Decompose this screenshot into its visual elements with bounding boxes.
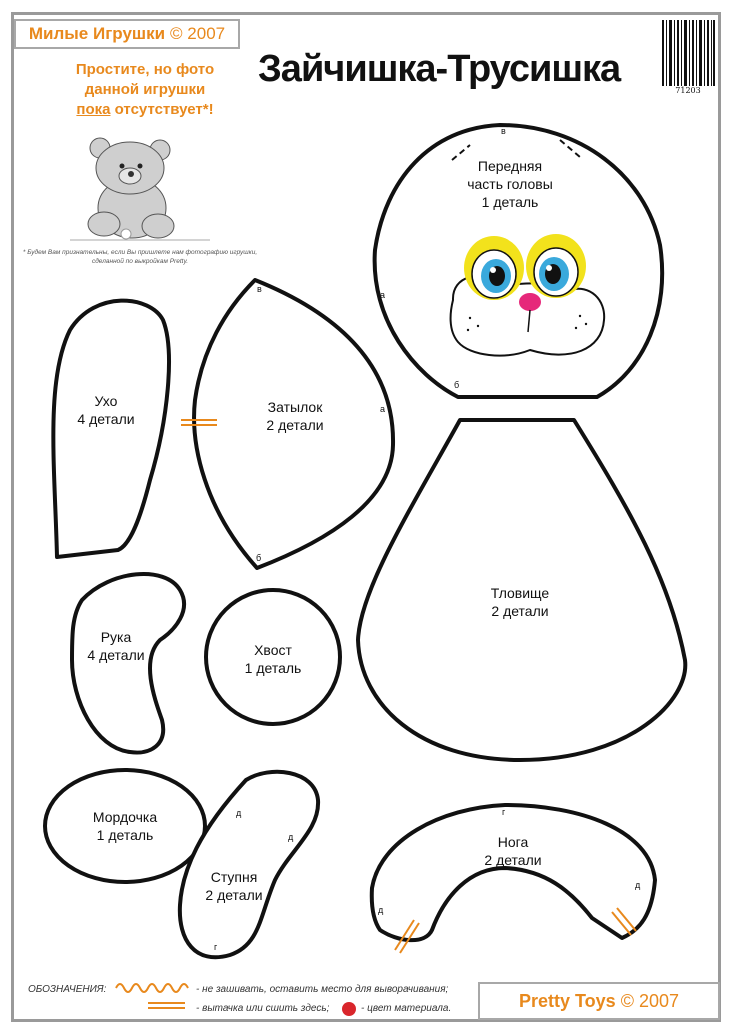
sole-count: 2 детали bbox=[205, 887, 263, 903]
arm-label bbox=[66, 628, 166, 664]
page-title: Зайчишка-Трусишка bbox=[258, 48, 621, 90]
ear-name: Ухо bbox=[94, 393, 118, 409]
tail-label bbox=[223, 641, 323, 677]
ear-piece-outline bbox=[53, 301, 169, 557]
brand-year: © 2007 bbox=[170, 24, 226, 43]
muzzle-count: 1 деталь bbox=[96, 827, 154, 843]
head-count: 1 деталь bbox=[481, 194, 539, 210]
back-head-label bbox=[240, 398, 350, 434]
footer-brand-name: Pretty Toys bbox=[518, 990, 616, 1011]
head-label bbox=[440, 157, 580, 211]
brand-name: Милые Игрушки bbox=[28, 24, 166, 43]
ear-label bbox=[56, 392, 156, 428]
tail-name: Хвост bbox=[254, 642, 292, 658]
mark-v: в bbox=[501, 126, 506, 136]
legend-title: ОБОЗНАЧЕНИЯ: bbox=[28, 984, 107, 995]
footnote-line: сделанной по выкройкам Pretty. bbox=[91, 258, 189, 265]
body-label bbox=[470, 584, 570, 620]
leg-label bbox=[463, 833, 563, 869]
mark-d: д bbox=[635, 880, 641, 890]
notice-line: данной игрушки bbox=[84, 81, 206, 98]
mark-d: д bbox=[378, 905, 384, 915]
notice-rest: отсутствует*! bbox=[110, 101, 214, 118]
mark-b: б bbox=[256, 553, 262, 563]
body-name: Тловище bbox=[490, 585, 550, 601]
arm-count: 4 детали bbox=[87, 647, 145, 663]
mark-b: б bbox=[454, 380, 460, 390]
back-head-count: 2 детали bbox=[266, 417, 324, 433]
mark-a: а bbox=[380, 290, 386, 300]
footnote-line: * Будем Вам признательны, если Вы пришлете нам фотографию игрушки, bbox=[22, 249, 258, 256]
notice-line: Простите, но фото bbox=[75, 61, 215, 78]
muzzle-name: Мордочка bbox=[92, 809, 158, 825]
mark-g: г bbox=[502, 807, 506, 817]
legend-color-dot bbox=[342, 1002, 356, 1016]
tail-count: 1 деталь bbox=[244, 660, 302, 676]
legend-opening-symbol bbox=[116, 984, 188, 992]
mark-v: в bbox=[257, 284, 262, 294]
leg-name: Нога bbox=[497, 834, 529, 850]
ear-count: 4 детали bbox=[77, 411, 135, 427]
arm-name: Рука bbox=[100, 629, 132, 645]
leg-piece-outline bbox=[372, 805, 655, 940]
legend-item-dart: - вытачка или сшить здесь; bbox=[196, 1003, 330, 1014]
sole-name: Ступня bbox=[210, 869, 258, 885]
notice-underlined: пока bbox=[76, 101, 111, 118]
sole-label bbox=[184, 868, 284, 904]
mark-a: а bbox=[380, 404, 386, 414]
legend-item-color: - цвет материала. bbox=[361, 1003, 452, 1014]
back-head-name: Затылок bbox=[267, 399, 323, 415]
article-number: 71203 bbox=[675, 86, 701, 95]
body-count: 2 детали bbox=[491, 603, 549, 619]
footer-brand-badge bbox=[478, 982, 720, 1020]
head-name2: часть головы bbox=[467, 176, 553, 192]
legend-item-opening: - не зашивать, оставить место для выворачивания; bbox=[196, 984, 449, 995]
footer-brand-year: © 2007 bbox=[620, 990, 679, 1011]
sole-piece-outline bbox=[180, 772, 318, 957]
leg-count: 2 детали bbox=[484, 852, 542, 868]
mark-d: д bbox=[236, 808, 242, 818]
mark-g: г bbox=[214, 942, 218, 952]
mark-d: д bbox=[288, 832, 294, 842]
head-name: Передняя bbox=[477, 158, 543, 174]
muzzle-label bbox=[75, 808, 175, 844]
